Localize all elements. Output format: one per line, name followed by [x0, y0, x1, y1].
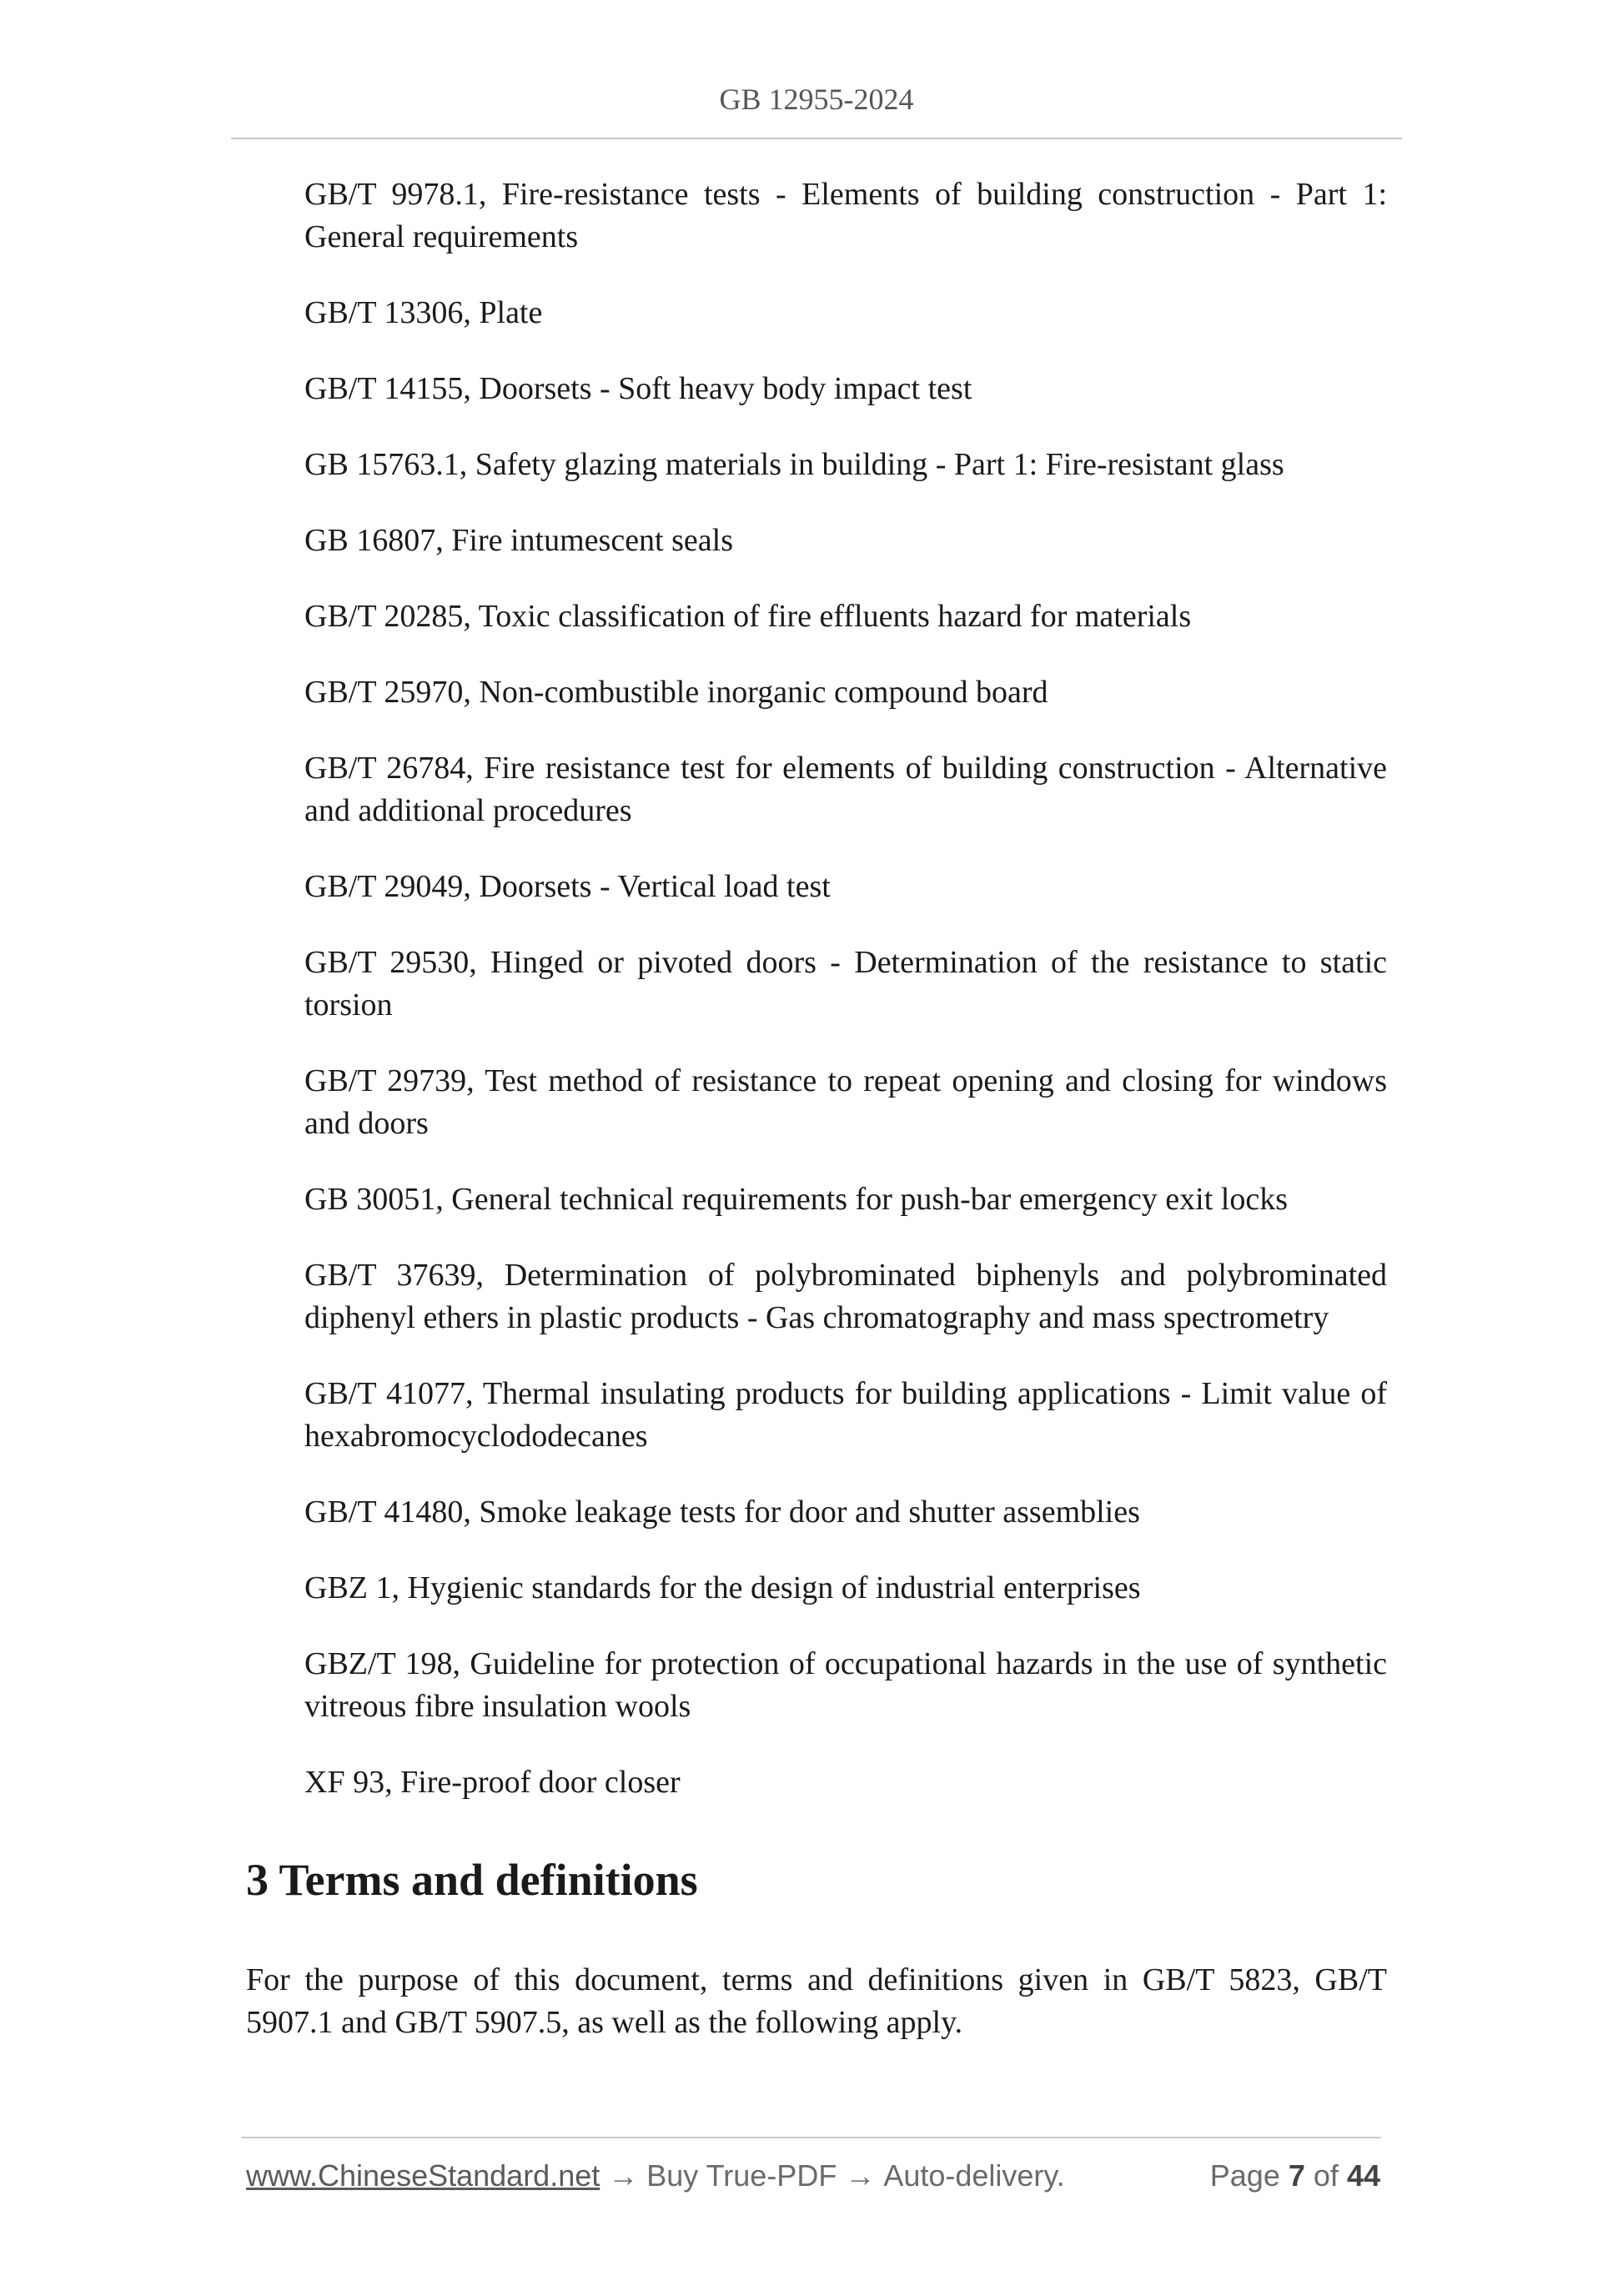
reference-item: GB/T 41480, Smoke leakage tests for door and shutter assemblies: [304, 1495, 1140, 1530]
reference-item: GB/T 14155, Doorsets - Soft heavy body impact test: [304, 371, 972, 406]
footer-divider: [242, 2137, 1381, 2138]
reference-item: GB 16807, Fire intumescent seals: [304, 523, 733, 558]
reference-item: GB/T 9978.1, Fire-resistance tests - Elements of building construction - Part 1: General requirements: [304, 177, 1387, 254]
reference-item: GB 30051, General technical requirements for push-bar emergency exit locks: [304, 1182, 1289, 1217]
reference-item: GB/T 29049, Doorsets - Vertical load test: [304, 869, 831, 904]
reference-item: GBZ 1, Hygienic standards for the design of industrial enterprises: [304, 1570, 1141, 1605]
reference-item: GB/T 29530, Hinged or pivoted doors - Determination of the resistance to static torsion: [304, 945, 1387, 1022]
reference-item: XF 93, Fire-proof door closer: [304, 1765, 681, 1800]
page-number: [1210, 2158, 1380, 2193]
section-intro-paragraph: For the purpose of this document, terms and definitions given in GB/T 5823, GB/T 5907.1 and GB/T 5907.5, as well as the following apply.: [246, 1962, 1387, 2040]
reference-item: GB 15763.1, Safety glazing materials in building - Part 1: Fire-resistant glass: [304, 447, 1284, 482]
page-total: 44: [1346, 2158, 1380, 2193]
page-header: GB 12955-2024: [719, 83, 914, 116]
reference-item: GB/T 29739, Test method of resistance to repeat opening and closing for windows and doors: [304, 1063, 1387, 1141]
reference-item: GB/T 41077, Thermal insulating products for building applications - Limit value of hexabromocyclododecanes: [304, 1376, 1387, 1454]
header-divider: [231, 138, 1402, 139]
page-of: of: [1313, 2158, 1339, 2193]
reference-item: GB/T 26784, Fire resistance test for elements of building construction - Alternative and additional procedures: [304, 751, 1387, 828]
reference-item: GB/T 13306, Plate: [304, 295, 543, 330]
normative-references-list: [304, 173, 1387, 1837]
delivery-text: Auto-delivery.: [883, 2158, 1065, 2193]
reference-item: GB/T 20285, Toxic classification of fire effluents hazard for materials: [304, 599, 1192, 634]
reference-item: GBZ/T 198, Guideline for protection of occupational hazards in the use of synthetic vitreous fibre insulation wools: [304, 1646, 1387, 1724]
reference-item: GB/T 25970, Non-combustible inorganic compound board: [304, 675, 1048, 710]
arrow-right-icon: →: [608, 2158, 639, 2193]
reference-item: GB/T 37639, Determination of polybrominated biphenyls and polybrominated diphenyl ethers in plastic products - Gas chromatography and mass spectrometry: [304, 1258, 1387, 1335]
section-heading: 3 Terms and definitions: [246, 1855, 698, 1905]
page-label: Page: [1209, 2158, 1280, 2193]
website-link[interactable]: www.ChineseStandard.net: [246, 2158, 600, 2193]
page-footer: [246, 2158, 1380, 2200]
arrow-right-icon: →: [845, 2158, 876, 2193]
buy-pdf-text: Buy True-PDF: [646, 2158, 837, 2193]
page-current: 7: [1288, 2158, 1305, 2193]
footer-promo: [246, 2158, 1065, 2193]
